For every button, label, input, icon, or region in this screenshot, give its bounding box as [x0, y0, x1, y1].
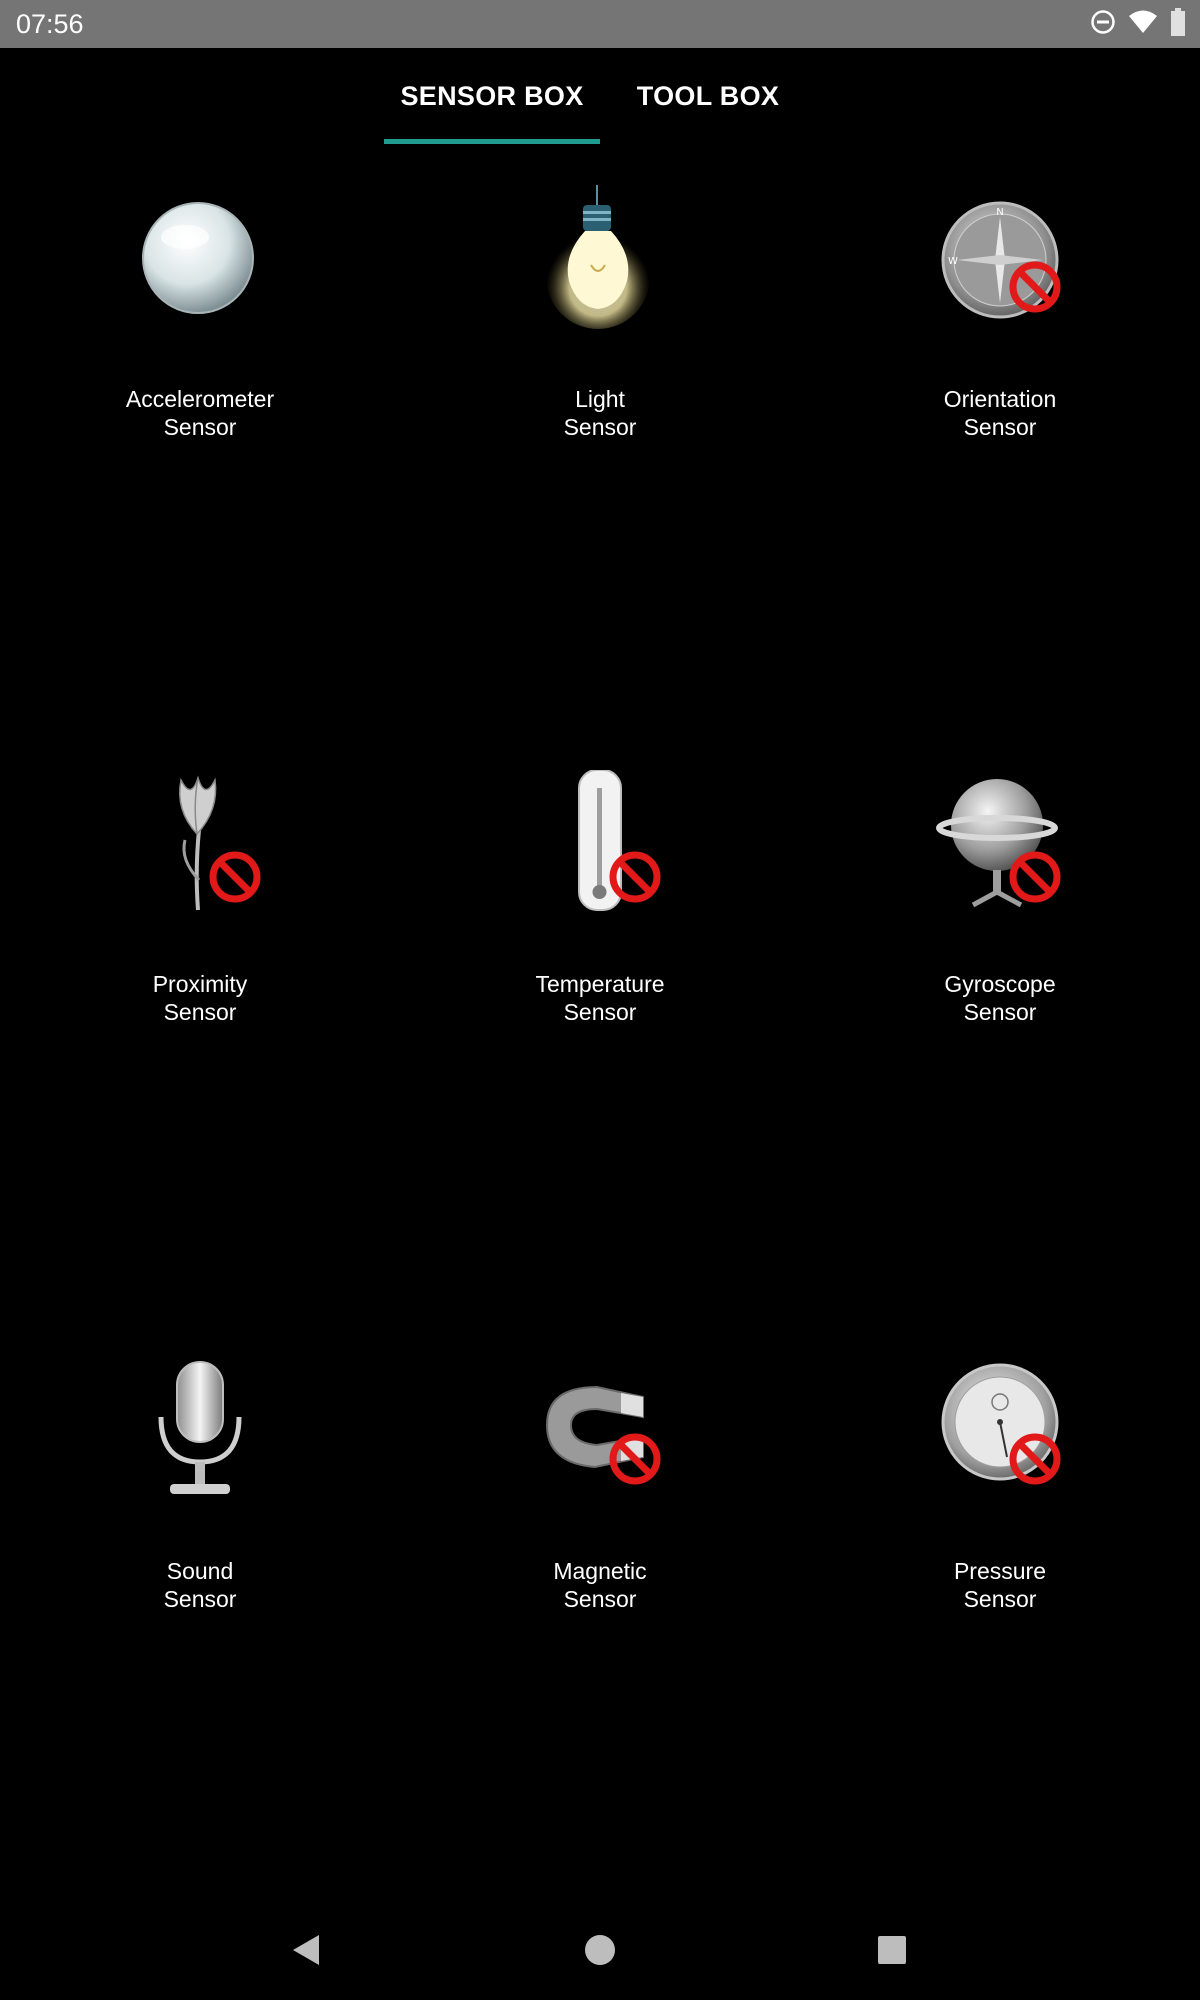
sensor-label: Light Sensor: [563, 386, 637, 440]
sensor-item-accelerometer[interactable]: [50, 185, 350, 485]
unavailable-icon: [925, 770, 1075, 920]
sensor-item-orientation[interactable]: [850, 185, 1150, 485]
unavailable-icon: [925, 1357, 1075, 1507]
magnet-icon: [525, 1357, 675, 1507]
sensor-label: Temperature Sensor: [535, 971, 665, 1025]
barometer-icon: [925, 1357, 1075, 1507]
unavailable-icon: [525, 770, 675, 920]
sensor-item-pressure[interactable]: [850, 1357, 1150, 1657]
svg-text:N: N: [996, 207, 1004, 218]
sensor-label: Proximity Sensor: [152, 971, 248, 1025]
sensor-item-temperature[interactable]: [450, 770, 750, 1070]
battery-icon: [1170, 8, 1186, 41]
home-icon: [583, 1933, 617, 1967]
tab-bar: [0, 48, 1200, 144]
status-bar: [0, 0, 1200, 48]
sensor-item-proximity[interactable]: [50, 770, 350, 1070]
globe-icon: [925, 770, 1075, 920]
status-icons: [1090, 10, 1186, 38]
sensor-label: Pressure Sensor: [953, 1558, 1047, 1612]
back-button[interactable]: [281, 1925, 331, 1975]
wifi-icon: [1128, 9, 1158, 40]
microphone-icon: [125, 1357, 275, 1507]
svg-text:W: W: [948, 256, 958, 267]
tab-tool-box[interactable]: TOOL BOX: [636, 80, 780, 111]
do-not-disturb-icon: [1090, 9, 1116, 40]
unavailable-icon: [925, 185, 1075, 335]
home-button[interactable]: [575, 1925, 625, 1975]
sensor-label: Magnetic Sensor: [553, 1558, 647, 1612]
tab-sensor-box[interactable]: SENSOR BOX: [400, 80, 584, 111]
sensor-item-magnetic[interactable]: [450, 1357, 750, 1657]
recents-icon: [875, 1933, 909, 1967]
sensor-label: Orientation Sensor: [943, 386, 1057, 440]
compass-icon: [925, 185, 1075, 335]
flower-icon: [125, 770, 275, 920]
crystal-ball-icon: [125, 185, 275, 335]
status-time: 07:56: [16, 9, 84, 39]
sensor-label: Accelerometer Sensor: [125, 386, 275, 440]
thermometer-icon: [525, 770, 675, 920]
sensor-label: Gyroscope Sensor: [944, 971, 1056, 1025]
tab-indicator: [384, 139, 600, 144]
light-bulb-icon: [525, 185, 675, 335]
sensor-item-sound[interactable]: [50, 1357, 350, 1657]
unavailable-icon: [125, 770, 275, 920]
navigation-bar: [0, 1900, 1200, 2000]
back-icon: [289, 1933, 323, 1967]
sensor-label: Sound Sensor: [163, 1558, 237, 1612]
unavailable-icon: [525, 1357, 675, 1507]
sensor-item-light[interactable]: [450, 185, 750, 485]
recents-button[interactable]: [867, 1925, 917, 1975]
sensor-item-gyroscope[interactable]: [850, 770, 1150, 1070]
